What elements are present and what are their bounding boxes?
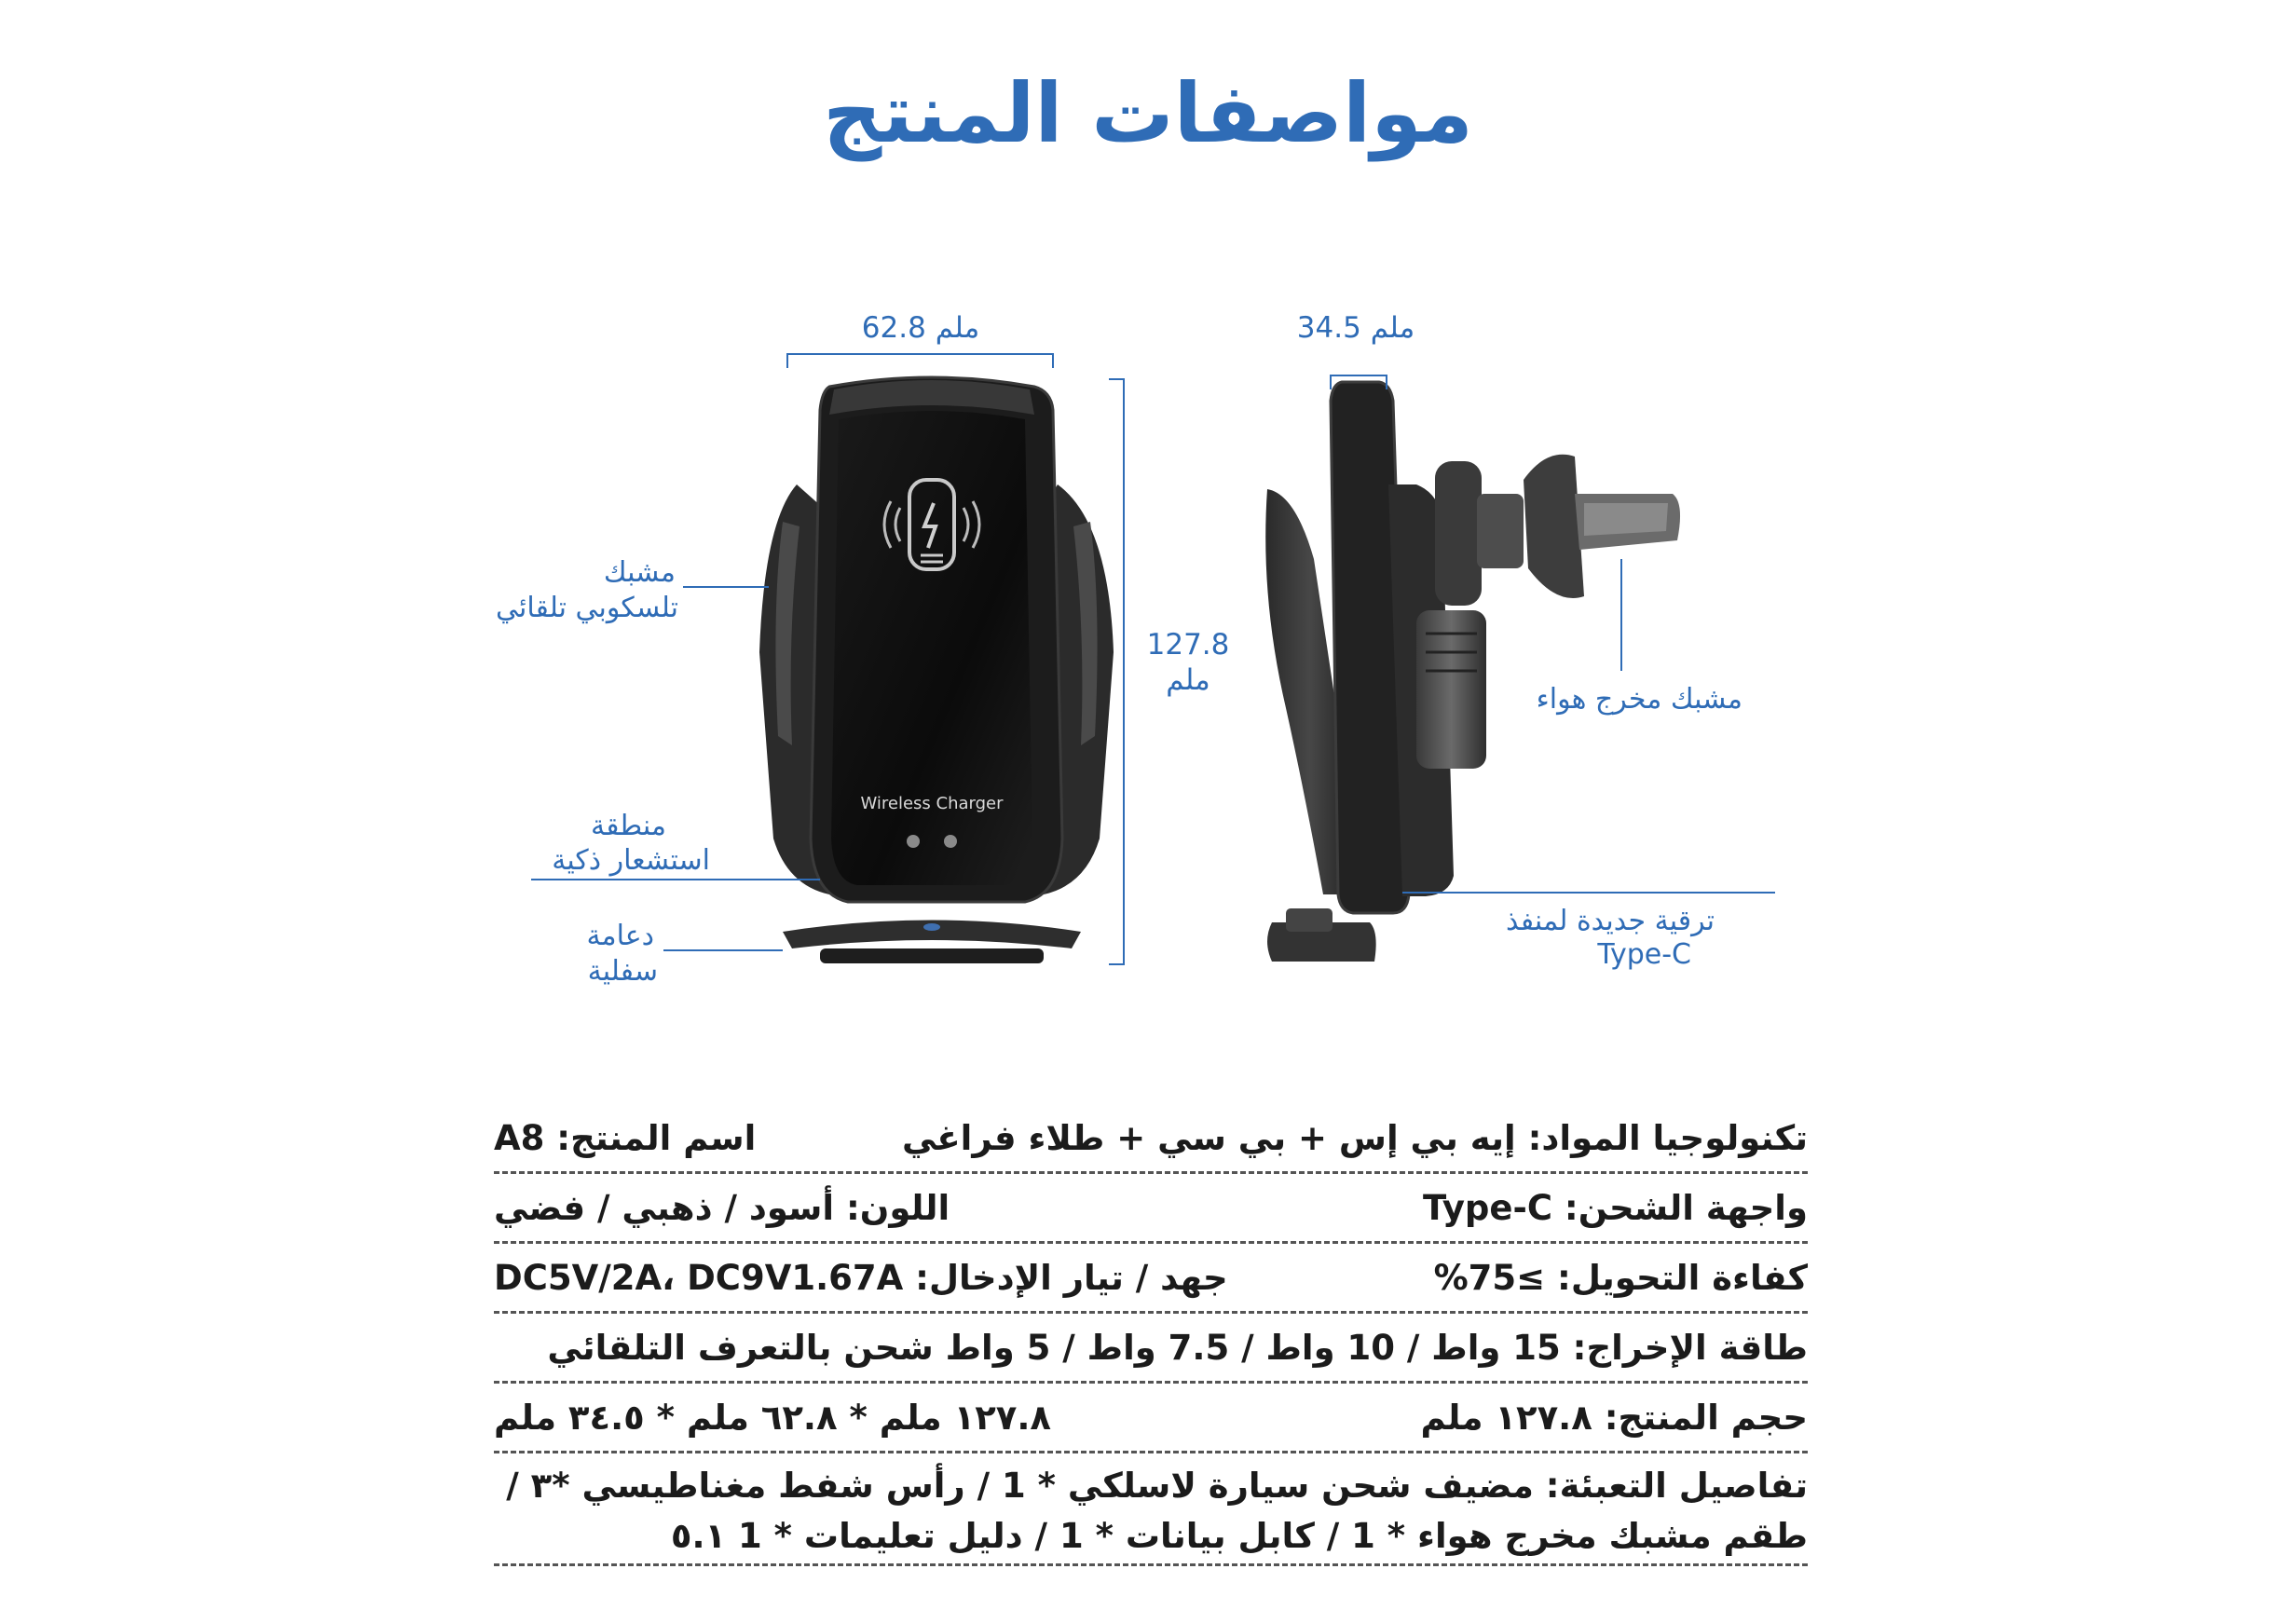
spec-output-power: طاقة الإخراج: 15 واط / 10 واط / 7.5 واط / 5 واط شحن بالتعرف التلقائي <box>547 1327 1808 1368</box>
svg-text:دعامة: دعامة <box>586 920 654 952</box>
bottom-support-callout <box>586 920 783 988</box>
side-view-device <box>1265 382 1680 962</box>
svg-text:تلسكوبي تلقائي: تلسكوبي تلقائي <box>496 592 678 624</box>
spec-product-name: A8 :اسم المنتج <box>494 1117 757 1158</box>
svg-text:Type-C: Type-C <box>1597 938 1691 971</box>
spec-row <box>494 1244 1808 1314</box>
svg-text:62.8 ملم: 62.8 ملم <box>861 311 980 345</box>
spec-product-size: حجم المنتج: ١٢٧.٨ ملم <box>1420 1397 1808 1438</box>
spec-row <box>494 1314 1808 1384</box>
svg-text:34.5 ملم: 34.5 ملم <box>1296 311 1415 345</box>
typec-upgrade-callout <box>1402 893 1775 971</box>
page-title: مواصفات المنتج <box>823 65 1473 161</box>
spec-color: اللون: أسود / ذهبي / فضي <box>494 1187 950 1228</box>
spec-table <box>494 1104 1808 1566</box>
spec-charging-interface: واجهة الشحن: Type-C <box>1422 1187 1808 1228</box>
spec-size-detail: ١٢٧.٨ ملم * ٦٢.٨ ملم * ٣٤.٥ ملم <box>494 1397 1051 1438</box>
spec-row <box>494 1384 1808 1453</box>
svg-text:مشبك مخرج هواء: مشبك مخرج هواء <box>1536 683 1742 716</box>
spec-material: تكنولوجيا المواد: إيه بي إس + بي سي + طلاء فراغي <box>901 1117 1808 1158</box>
spec-package-details: تفاصيل التعبئة: مضيف شحن سيارة لاسلكي * 1 / رأس شفط مغناطيسي *٣ / طقم مشبك مخرج هواء * 1 / كابل بيانات * 1 / دليل تعليمات * 1 ٥.١ <box>506 1466 1808 1556</box>
sensor-dot <box>944 835 957 848</box>
spec-efficiency: كفاءة التحويل: ≥75% <box>1433 1257 1808 1298</box>
spec-row <box>494 1453 1808 1566</box>
telescopic-clip-callout <box>496 556 769 624</box>
width-dimension <box>787 311 1053 368</box>
svg-text:ترقية جديدة لمنفذ: ترقية جديدة لمنفذ <box>1505 905 1715 937</box>
svg-text:مشبك: مشبك <box>603 556 676 589</box>
svg-text:منطقة: منطقة <box>591 810 666 842</box>
front-view-device <box>759 377 1114 963</box>
svg-text:استشعار ذكية: استشعار ذكية <box>552 844 710 877</box>
height-dimension <box>1109 379 1229 964</box>
svg-text:ملم: ملم <box>1166 663 1210 697</box>
depth-dimension <box>1297 311 1414 389</box>
spec-row <box>494 1104 1808 1174</box>
sensor-dot <box>907 835 920 848</box>
svg-text:127.8: 127.8 <box>1146 628 1230 662</box>
svg-text:سفلية: سفلية <box>587 955 658 988</box>
spec-row <box>494 1174 1808 1244</box>
wireless-charger-label: Wireless Charger <box>860 794 1004 813</box>
spec-input: DC5V/2A، DC9V1.67A :جهد / تيار الإدخال <box>494 1257 1228 1298</box>
